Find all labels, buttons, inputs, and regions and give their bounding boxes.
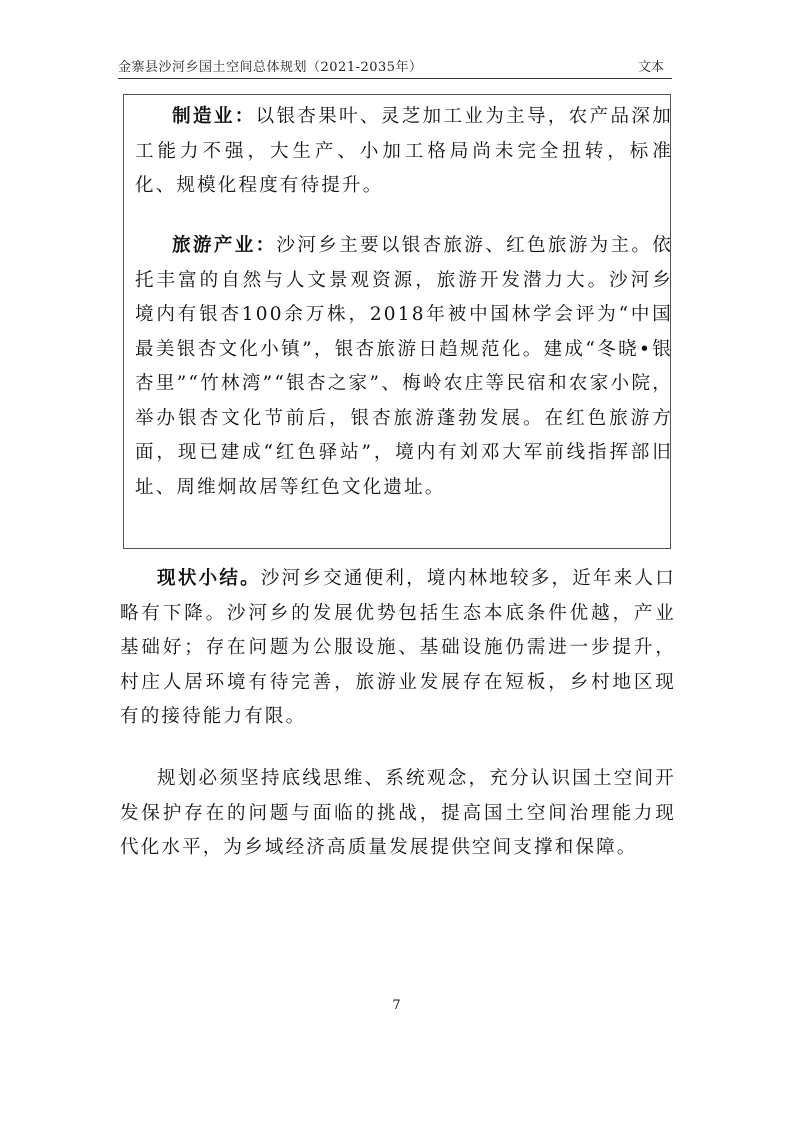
tourism-paragraph bbox=[135, 229, 673, 505]
section-label: 文本 bbox=[637, 60, 664, 75]
page-header bbox=[118, 54, 672, 79]
summary-text: 沙河乡交通便利，境内林地较多，近年来人口略有下降。沙河乡的发展优势包括生态本底条件优越，产业基础好；存在问题为公服设施、基础设施仍需进一步提升，村庄人居环境有待完善，旅游业发展存在短板，乡村地区现有的接待能力有限。 bbox=[120, 568, 676, 727]
document-title: 金寨县沙河乡国土空间总体规划（2021-2035年） bbox=[118, 60, 423, 75]
manufacturing-paragraph bbox=[135, 100, 673, 204]
manufacturing-label: 制造业： bbox=[172, 106, 256, 127]
page-number: 7 bbox=[392, 998, 401, 1013]
manufacturing-text: 以银杏果叶、灵芝加工业为主导，农产品深加工能力不强，大生产、小加工格局尚未完全扭转，标准化、规模化程度有待提升。 bbox=[135, 106, 673, 196]
summary-label: 现状小结。 bbox=[157, 568, 261, 589]
planning-text: 规划必须坚持底线思维、系统观念，充分认识国土空间开发保护存在的问题与面临的挑战，提高国土空间治理能力现代化水平，为乡域经济高质量发展提供空间支撑和保障。 bbox=[120, 768, 676, 858]
tourism-text: 沙河乡主要以银杏旅游、红色旅游为主。依托丰富的自然与人文景观资源，旅游开发潜力大。沙河乡境内有银杏100余万株，2018年被中国林学会评为“中国最美银杏文化小镇”，银杏旅游日趋规范化。建成“冬晓•银杏里”“竹林湾”“银杏之家”、梅岭农庄等民宿和农家小院，举办银杏文化节前后，银杏旅游蓬勃发展。在红色旅游方面，现已建成“红色驿站”，境内有刘邓大军前线指挥部旧址、周维炯故居等红色文化遗址。 bbox=[135, 235, 673, 498]
summary-paragraph bbox=[120, 562, 676, 735]
tourism-label: 旅游产业： bbox=[172, 235, 277, 256]
planning-paragraph bbox=[120, 762, 676, 866]
